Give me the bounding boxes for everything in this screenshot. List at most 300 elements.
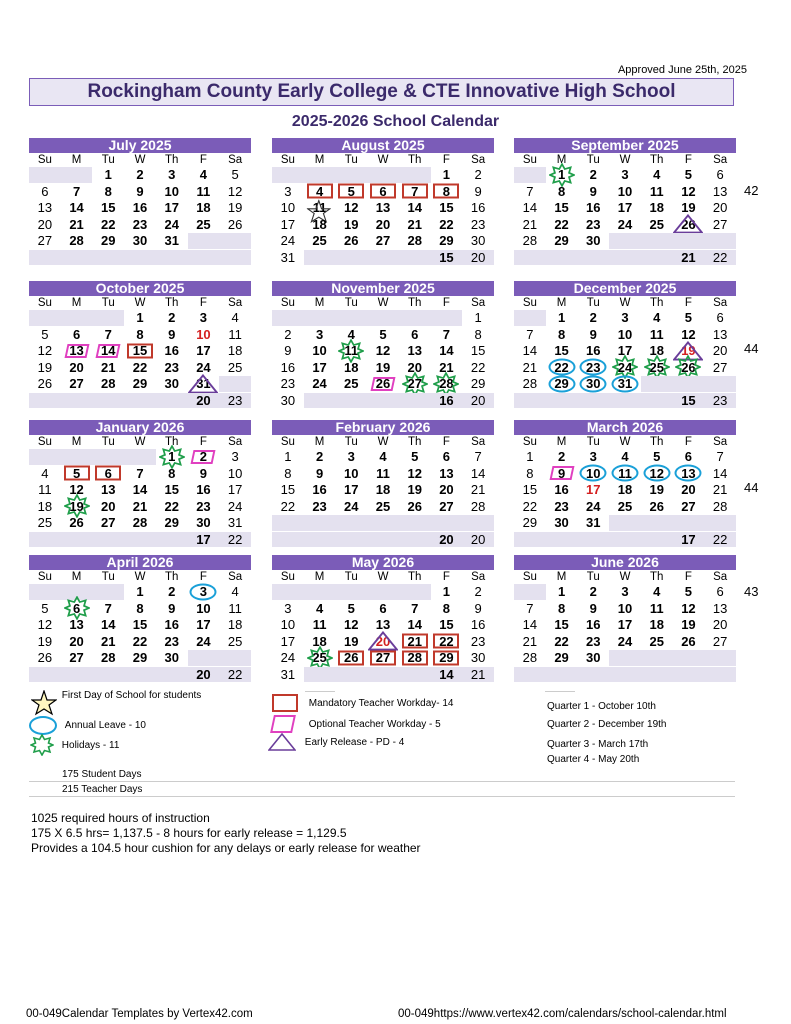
month-calendar xyxy=(514,138,736,266)
day-cell: 4 xyxy=(219,584,251,601)
day-cell xyxy=(641,376,673,393)
month-calendar xyxy=(272,420,494,548)
legend-release-label: Early Release - PD - 4 xyxy=(304,736,405,748)
quarter-3: Quarter 3 - March 17th xyxy=(547,739,649,750)
day-cell: 14 xyxy=(514,200,546,217)
day-cell: 19 xyxy=(367,360,399,377)
day-cell xyxy=(335,584,367,601)
weekday-header xyxy=(29,570,251,584)
day-cell: 16 xyxy=(577,200,609,217)
day-grid xyxy=(272,584,494,683)
workday-box-icon xyxy=(338,184,364,199)
day-cell: 26 xyxy=(335,233,367,250)
weekday-label: Th xyxy=(164,297,179,309)
day-cell: 4 xyxy=(367,449,399,466)
month-calendar xyxy=(514,281,736,409)
day-cell: 26 xyxy=(29,650,61,667)
day-cell: 16 xyxy=(156,617,188,634)
note-line: 175 X 6.5 hrs= 1,137.5 - 8 hours for early release = 1,129.5 xyxy=(31,826,347,840)
day-cell: 10 xyxy=(609,184,641,201)
day-cell xyxy=(29,167,61,184)
day-cell: 22 xyxy=(156,499,188,516)
weekday-label: Su xyxy=(280,154,295,166)
day-cell: 4 xyxy=(29,466,61,483)
day-cell: 14 xyxy=(514,343,546,360)
day-cell: 7 xyxy=(431,327,463,344)
day-grid xyxy=(29,167,251,266)
day-cell: 9 xyxy=(156,601,188,618)
weekday-label: W xyxy=(619,571,631,583)
day-cell: 28 xyxy=(462,499,494,516)
day-cell: 30 xyxy=(577,376,609,393)
day-cell xyxy=(335,667,367,684)
day-cell xyxy=(399,667,431,684)
month-title: April 2026 xyxy=(29,555,251,570)
day-cell: 31 xyxy=(156,233,188,250)
weekday-label: W xyxy=(377,297,389,309)
day-cell xyxy=(272,310,304,327)
day-cell: 30 xyxy=(272,393,304,410)
month-day-total: 43 xyxy=(744,584,759,599)
day-cell: 20 xyxy=(704,343,736,360)
day-cell xyxy=(514,250,546,267)
weekday-header xyxy=(514,153,736,167)
weekday-label: Th xyxy=(407,436,422,448)
weekday-label: Tu xyxy=(344,436,358,448)
weekday-label: Sa xyxy=(471,436,486,448)
day-cell: 2 xyxy=(156,584,188,601)
day-cell: 18 xyxy=(219,617,251,634)
early-release-triangle-icon xyxy=(368,631,398,651)
day-cell xyxy=(335,167,367,184)
day-cell: 3 xyxy=(609,310,641,327)
weekday-label: Th xyxy=(407,154,422,166)
legend-holidays xyxy=(30,734,119,756)
day-cell: 5 xyxy=(673,584,705,601)
day-cell: 3 xyxy=(188,310,220,327)
day-cell: 8 xyxy=(546,327,578,344)
teacher-days: 215 Teacher Days xyxy=(62,784,143,795)
day-cell: 3 xyxy=(219,449,251,466)
optional-workday-icon xyxy=(96,344,121,358)
day-cell xyxy=(335,250,367,267)
annual-leave-oval-icon xyxy=(643,465,670,482)
day-cell: 21 xyxy=(92,360,124,377)
day-cell xyxy=(514,584,546,601)
day-cell xyxy=(641,650,673,667)
parallelogram-icon xyxy=(270,715,296,733)
day-cell xyxy=(304,310,336,327)
optional-workday-icon xyxy=(370,377,395,391)
day-grid xyxy=(272,167,494,266)
weekday-label: W xyxy=(134,297,146,309)
day-cell: 4 xyxy=(188,167,220,184)
weekday-label: M xyxy=(556,297,567,309)
day-cell xyxy=(61,250,93,267)
day-cell: 19 xyxy=(335,217,367,234)
weekday-label: Tu xyxy=(586,436,600,448)
day-cell: 15 xyxy=(124,617,156,634)
day-cell xyxy=(399,250,431,267)
day-cell: 2 xyxy=(188,449,220,466)
month-calendar xyxy=(514,555,736,683)
day-cell: 31 xyxy=(577,515,609,532)
day-cell: 10 xyxy=(609,601,641,618)
day-cell: 23 xyxy=(546,499,578,516)
approval-date: Approved June 25th, 2025 xyxy=(617,64,747,76)
day-cell xyxy=(399,393,431,410)
day-cell: 8 xyxy=(431,601,463,618)
day-cell xyxy=(546,667,578,684)
weekday-header xyxy=(272,570,494,584)
day-cell: 15 xyxy=(431,200,463,217)
day-cell xyxy=(92,449,124,466)
day-cell: 27 xyxy=(704,360,736,377)
day-cell: 1 xyxy=(124,310,156,327)
weekday-header xyxy=(29,435,251,449)
weekday-label: Su xyxy=(522,571,537,583)
day-cell: 30 xyxy=(577,233,609,250)
day-cell: 19 xyxy=(399,482,431,499)
annual-leave-oval-icon xyxy=(548,359,575,376)
weekday-label: F xyxy=(199,297,207,309)
day-cell: 25 xyxy=(367,499,399,516)
weekday-label: F xyxy=(199,154,207,166)
day-cell: 12 xyxy=(335,200,367,217)
day-grid xyxy=(514,167,736,266)
footer-right: 00-049https://www.vertex42.com/calendars/school-calendar.html xyxy=(398,1008,727,1020)
weekday-label: F xyxy=(442,297,450,309)
day-cell xyxy=(609,393,641,410)
day-cell xyxy=(304,393,336,410)
day-cell: 23 xyxy=(577,360,609,377)
weekday-header xyxy=(272,435,494,449)
day-cell: 9 xyxy=(577,601,609,618)
day-cell: 2 xyxy=(156,310,188,327)
weekday-label: Su xyxy=(522,436,537,448)
day-count: 20 xyxy=(188,667,220,684)
day-cell: 3 xyxy=(156,167,188,184)
day-cell: 27 xyxy=(431,499,463,516)
day-cell: 21 xyxy=(462,482,494,499)
day-cell xyxy=(514,532,546,549)
day-cell: 19 xyxy=(29,360,61,377)
day-cell: 4 xyxy=(641,584,673,601)
day-cell: 20 xyxy=(92,499,124,516)
day-cell: 6 xyxy=(431,449,463,466)
day-cell: 10 xyxy=(335,466,367,483)
day-cell xyxy=(514,310,546,327)
day-cell: 26 xyxy=(673,634,705,651)
day-cell xyxy=(641,515,673,532)
day-cell: 8 xyxy=(514,466,546,483)
day-cell: 13 xyxy=(673,466,705,483)
day-cell xyxy=(304,167,336,184)
day-cell: 15 xyxy=(272,482,304,499)
day-cell: 22 xyxy=(272,499,304,516)
divider xyxy=(29,781,735,782)
notes xyxy=(31,811,421,856)
day-cell: 5 xyxy=(219,167,251,184)
day-cell: 12 xyxy=(673,184,705,201)
day-cell: 1 xyxy=(272,449,304,466)
day-cell: 25 xyxy=(641,217,673,234)
workday-box-icon xyxy=(127,343,153,358)
day-cell: 19 xyxy=(641,482,673,499)
day-grid xyxy=(272,310,494,409)
day-cell: 24 xyxy=(609,360,641,377)
annual-leave-oval-icon xyxy=(580,465,607,482)
weekday-label: Tu xyxy=(101,436,115,448)
day-cell: 14 xyxy=(92,617,124,634)
day-cell: 1 xyxy=(431,167,463,184)
day-count: 22 xyxy=(219,532,251,549)
day-cell: 24 xyxy=(188,360,220,377)
early-release-triangle-icon xyxy=(188,374,218,394)
day-cell: 5 xyxy=(335,601,367,618)
day-cell xyxy=(577,250,609,267)
day-cell: 21 xyxy=(514,634,546,651)
page-subtitle: 2025-2026 School Calendar xyxy=(291,113,500,130)
weekday-label: W xyxy=(619,436,631,448)
day-cell xyxy=(29,393,61,410)
workday-box-icon xyxy=(402,650,428,665)
day-cell: 17 xyxy=(219,482,251,499)
star-icon xyxy=(31,690,57,716)
day-cell xyxy=(92,532,124,549)
annual-leave-oval-icon xyxy=(611,375,638,392)
month-day-total: 44 xyxy=(744,480,759,495)
day-cell: 11 xyxy=(219,327,251,344)
day-cell: 11 xyxy=(641,327,673,344)
day-cell: 13 xyxy=(61,343,93,360)
day-cell: 22 xyxy=(546,360,578,377)
day-cell: 16 xyxy=(124,200,156,217)
day-cell: 14 xyxy=(399,200,431,217)
day-cell: 25 xyxy=(304,233,336,250)
weekday-label: Tu xyxy=(344,154,358,166)
day-cell: 22 xyxy=(92,217,124,234)
day-cell xyxy=(673,515,705,532)
day-cell: 5 xyxy=(29,327,61,344)
weekday-label: M xyxy=(556,436,567,448)
day-cell: 8 xyxy=(124,327,156,344)
day-cell: 11 xyxy=(219,601,251,618)
day-cell: 5 xyxy=(335,184,367,201)
day-cell: 12 xyxy=(219,184,251,201)
day-cell: 16 xyxy=(304,482,336,499)
weekday-label: Su xyxy=(37,436,52,448)
day-cell: 15 xyxy=(124,343,156,360)
day-cell: 21 xyxy=(61,217,93,234)
day-cell: 17 xyxy=(609,343,641,360)
annual-leave-oval-icon xyxy=(548,375,575,392)
day-count xyxy=(704,667,736,684)
day-cell: 2 xyxy=(546,449,578,466)
day-cell: 2 xyxy=(577,310,609,327)
day-count: 17 xyxy=(188,532,220,549)
annual-leave-oval-icon xyxy=(611,465,638,482)
day-cell: 13 xyxy=(29,200,61,217)
day-cell: 1 xyxy=(124,584,156,601)
day-cell: 15 xyxy=(156,482,188,499)
weekday-header xyxy=(272,296,494,310)
day-cell xyxy=(641,250,673,267)
weekday-label: Sa xyxy=(228,436,243,448)
day-cell xyxy=(304,515,336,532)
day-cell: 29 xyxy=(124,650,156,667)
divider xyxy=(305,691,335,692)
note-line: 1025 required hours of instruction xyxy=(31,811,210,825)
day-cell: 1 xyxy=(514,449,546,466)
day-cell: 15 xyxy=(546,617,578,634)
annual-leave-oval-icon xyxy=(580,359,607,376)
day-cell: 28 xyxy=(514,650,546,667)
day-cell: 24 xyxy=(188,634,220,651)
day-cell: 10 xyxy=(219,466,251,483)
weekday-label: F xyxy=(199,571,207,583)
day-cell: 1 xyxy=(92,167,124,184)
day-cell xyxy=(29,310,61,327)
weekday-label: Th xyxy=(407,297,422,309)
day-cell: 31 xyxy=(272,250,304,267)
month-calendar xyxy=(29,555,251,683)
weekday-label: Th xyxy=(164,571,179,583)
weekday-label: Sa xyxy=(228,571,243,583)
day-cell: 14 xyxy=(462,466,494,483)
weekday-label: Sa xyxy=(471,571,486,583)
day-cell xyxy=(304,667,336,684)
day-cell: 25 xyxy=(219,634,251,651)
workday-box-icon xyxy=(338,650,364,665)
day-cell: 23 xyxy=(577,634,609,651)
day-cell: 26 xyxy=(61,515,93,532)
day-cell xyxy=(431,310,463,327)
day-cell: 24 xyxy=(304,376,336,393)
day-cell xyxy=(514,167,546,184)
day-cell: 13 xyxy=(704,327,736,344)
workday-box-icon xyxy=(370,184,396,199)
day-cell: 27 xyxy=(29,233,61,250)
day-cell xyxy=(704,515,736,532)
day-cell xyxy=(92,584,124,601)
day-cell: 6 xyxy=(367,601,399,618)
day-cell: 24 xyxy=(156,217,188,234)
day-cell: 7 xyxy=(399,601,431,618)
day-cell: 9 xyxy=(188,466,220,483)
month-calendar xyxy=(272,555,494,683)
day-cell: 4 xyxy=(335,327,367,344)
day-cell: 16 xyxy=(577,617,609,634)
day-count: 23 xyxy=(704,393,736,410)
day-cell: 20 xyxy=(61,634,93,651)
day-cell: 26 xyxy=(219,217,251,234)
day-cell: 5 xyxy=(673,167,705,184)
day-cell: 24 xyxy=(272,233,304,250)
day-cell: 1 xyxy=(546,584,578,601)
day-cell: 9 xyxy=(462,184,494,201)
weekday-label: F xyxy=(442,571,450,583)
day-cell xyxy=(61,167,93,184)
day-cell: 23 xyxy=(156,634,188,651)
day-cell: 15 xyxy=(546,200,578,217)
month-calendar xyxy=(29,138,251,266)
day-cell: 13 xyxy=(367,200,399,217)
day-cell: 28 xyxy=(431,376,463,393)
day-cell: 3 xyxy=(272,601,304,618)
workday-box-icon xyxy=(307,184,333,199)
workday-box-icon xyxy=(433,634,459,649)
legend-leave-label: Annual Leave - 10 xyxy=(64,720,146,732)
day-cell xyxy=(219,233,251,250)
day-cell xyxy=(609,532,641,549)
day-cell: 4 xyxy=(641,167,673,184)
day-cell xyxy=(335,310,367,327)
day-cell: 24 xyxy=(609,217,641,234)
day-cell: 28 xyxy=(92,376,124,393)
day-cell: 6 xyxy=(704,167,736,184)
page-title: Rockingham County Early College & CTE Innovative High School xyxy=(29,78,734,106)
weekday-label: W xyxy=(377,154,389,166)
day-cell xyxy=(61,584,93,601)
weekday-label: Th xyxy=(649,297,664,309)
day-grid xyxy=(272,449,494,548)
day-cell: 3 xyxy=(609,167,641,184)
weekday-label: Th xyxy=(649,571,664,583)
day-cell: 16 xyxy=(156,343,188,360)
weekday-label: Sa xyxy=(471,154,486,166)
weekday-label: M xyxy=(71,154,82,166)
day-cell: 25 xyxy=(29,515,61,532)
day-cell: 28 xyxy=(61,233,93,250)
day-cell: 14 xyxy=(124,482,156,499)
day-cell: 13 xyxy=(431,466,463,483)
day-cell: 7 xyxy=(124,466,156,483)
quarter-2: Quarter 2 - December 19th xyxy=(547,719,667,730)
legend-first-day xyxy=(31,689,202,716)
day-cell: 23 xyxy=(124,217,156,234)
day-cell xyxy=(609,233,641,250)
weekday-label: F xyxy=(442,436,450,448)
day-cell: 8 xyxy=(124,601,156,618)
day-cell xyxy=(188,650,220,667)
day-count xyxy=(673,667,705,684)
weekday-label: Tu xyxy=(586,297,600,309)
day-cell: 28 xyxy=(399,233,431,250)
day-cell: 5 xyxy=(367,327,399,344)
weekday-label: Sa xyxy=(713,571,728,583)
day-cell xyxy=(641,667,673,684)
day-cell: 12 xyxy=(641,466,673,483)
day-cell: 31 xyxy=(609,376,641,393)
day-cell: 17 xyxy=(609,617,641,634)
weekday-label: Th xyxy=(407,571,422,583)
optional-workday-icon xyxy=(549,466,574,480)
day-cell: 17 xyxy=(272,634,304,651)
day-cell: 26 xyxy=(29,376,61,393)
workday-box-icon xyxy=(64,466,90,481)
day-cell: 10 xyxy=(188,601,220,618)
day-cell: 7 xyxy=(514,184,546,201)
month-title: July 2025 xyxy=(29,138,251,153)
day-cell: 20 xyxy=(704,617,736,634)
day-cell: 27 xyxy=(704,634,736,651)
day-cell: 10 xyxy=(156,184,188,201)
early-release-triangle-icon xyxy=(673,341,703,361)
weekday-label: F xyxy=(199,436,207,448)
weekday-label: Su xyxy=(522,154,537,166)
day-cell: 10 xyxy=(577,466,609,483)
